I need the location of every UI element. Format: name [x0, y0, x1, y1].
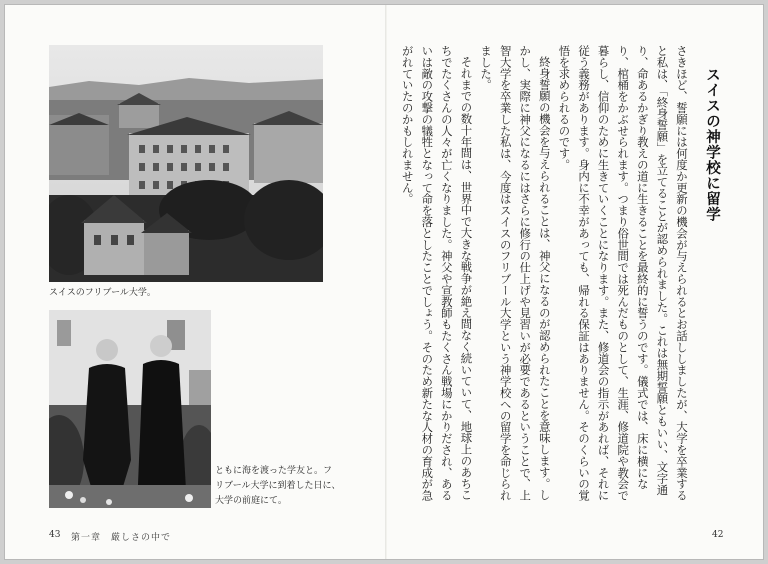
- paragraph-1: さきほど、誓願には何度か更新の機会が与えられるとお話ししましたが、大学を卒業すると私は、「終身誓願」を立てることが認められました。これは無期誓願ともいい、文字通り、命あるかぎり教えの道に生きることを最終的に誓うのです。儀式では、床に横になり、棺桶をかぶせられます。つまり俗世間では死んだものとして、生涯、修道院や教会で暮らし、信仰のために生きていくことになります。また、修道会の指示があれば、それに従う義務があります。身内に不幸があっても、帰れる保証はありません。そのくらいの覚悟を求められるのです。: [557, 45, 689, 501]
- caption-line-1: ともに海を渡った学友と。フ: [215, 466, 333, 476]
- running-head: 第一章 厳しさの中で: [71, 533, 172, 543]
- campus-photo-caption: スイスのフリブール大学。: [49, 288, 156, 298]
- campus-photo-image: [49, 45, 323, 282]
- caption-line-3: 大学の前庭にて。: [215, 496, 287, 506]
- section-heading: スイスの神学校に留学: [704, 67, 720, 222]
- caption-line-2: リブール大学に到着した日に、: [215, 481, 341, 491]
- paragraph-3: それまでの数十年間は、世界中で大きな戦争が絶え間なく続いていて、地球上のあちこちでたくさんの人々が亡くなりました。神父や宣教師もたくさん戦場にかりだされ、あるいは敵の攻撃の犠牲となって命を落としたことでしょう。そのため新たな人材の育成が急がれていたのかもしれません。: [400, 45, 474, 501]
- right-folio: 42: [712, 530, 724, 540]
- campus-photo: [49, 45, 323, 282]
- book-spread: [4, 4, 764, 560]
- portrait-photo: [49, 310, 211, 508]
- page-gutter: [385, 5, 387, 559]
- portrait-photo-caption: [215, 464, 341, 509]
- left-folio: 43: [49, 530, 61, 540]
- body-text: [400, 45, 691, 503]
- portrait-photo-image: [49, 310, 211, 508]
- paragraph-2: 終身誓願の機会を与えられることは、神父になるのが認められたことを意味します。しかし、実際に神父になるにはさらに修行の仕上げや見習いが必要であるということで、上智大学を卒業した私は、今度はスイスのフリブール大学という神学校への留学を命じられました。: [479, 45, 552, 501]
